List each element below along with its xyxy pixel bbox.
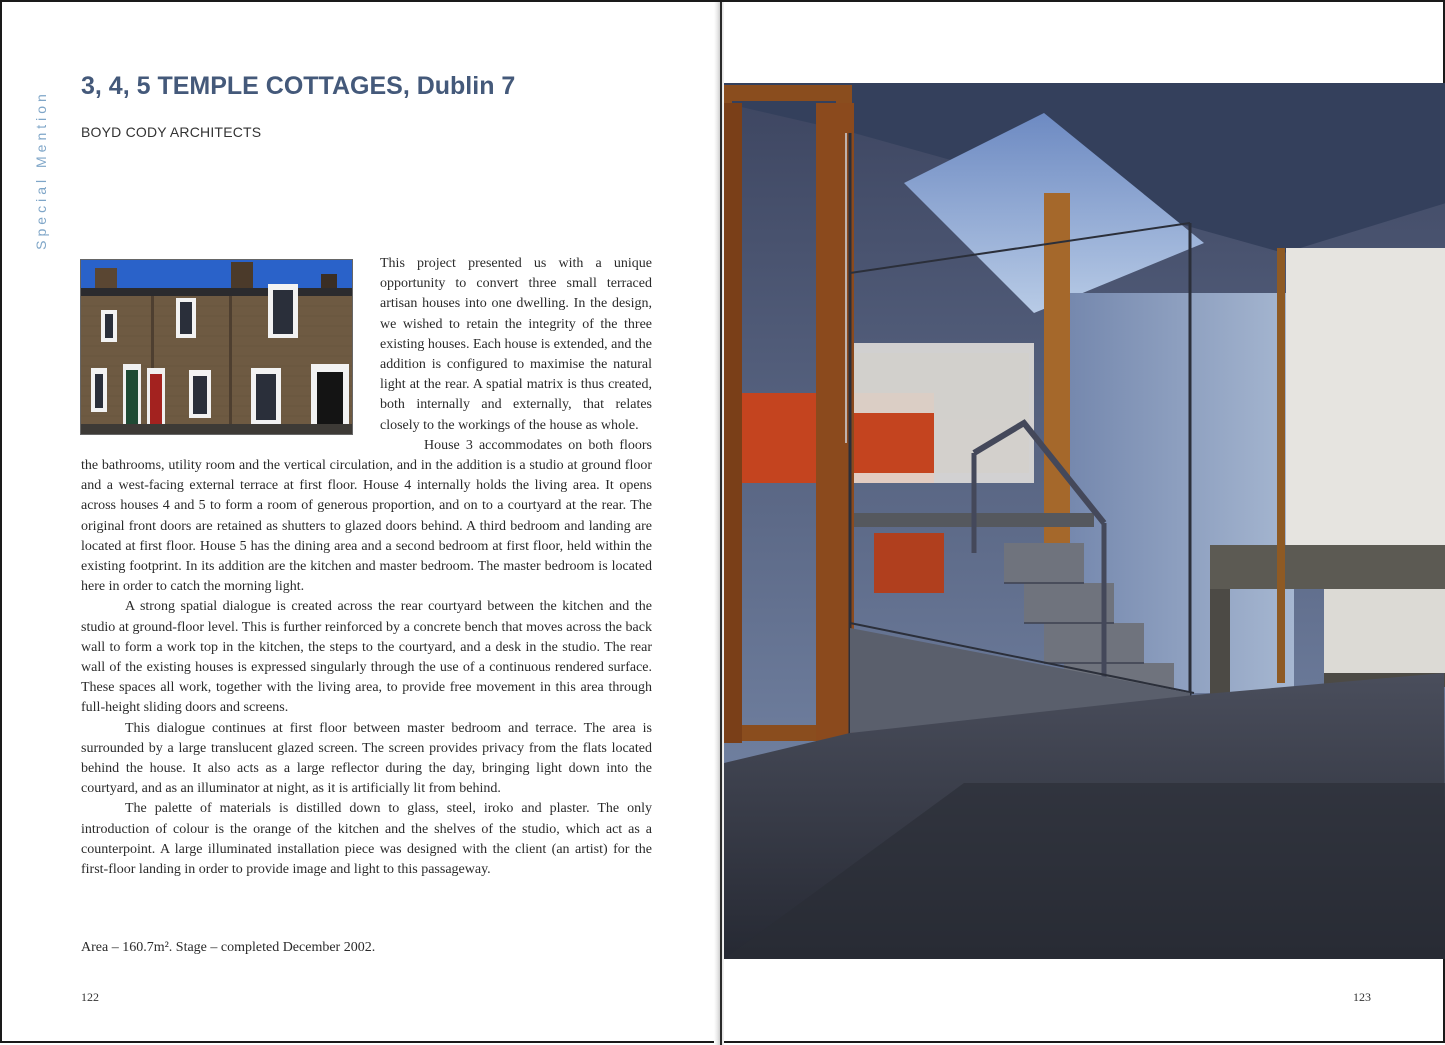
- paragraph-4: This dialogue continues at first floor between master bedroom and terrace. The area is surrounded by a large translucent glazed screen. The screen provides privacy from the flats located behind the house. It also acts as a large reflector during the day, bringing light down into the courtyard, and as an illuminator at night, as it is artificially lit from behind.: [81, 720, 652, 797]
- paragraph-3: A strong spatial dialogue is created across the rear courtyard between the kitchen and the studio at ground-floor level. This is further reinforced by a concrete bench that moves across the back wall to form a work top in the kitchen, the steps to the courtyard, and a desk in the studio. The rear wall of the existing houses is expressed singularly through the use of a continuous rendered surface. These spaces all work, together with the living area, to provide free movement in this area through full-height sliding doors and screens.: [81, 599, 652, 716]
- page-number-right: 123: [1353, 990, 1371, 1004]
- area-stage-line: Area – 160.7m². Stage – completed December 2002.: [81, 940, 376, 955]
- page-title: 3, 4, 5 TEMPLE COTTAGES, Dublin 7: [81, 72, 516, 100]
- book-gutter: [714, 2, 724, 1045]
- interior-photo: [724, 83, 1445, 959]
- side-label-text: Special Mention: [33, 90, 49, 250]
- interior-courtyard-illustration: [724, 83, 1445, 959]
- article-body: [81, 254, 652, 880]
- paragraph-2: House 3 accommodates on both floors the bathrooms, utility room and the vertical circulation, and in the addition is a studio at ground floor and a west-facing external terrace at first floor. House 4 internally holds the living area. It opens across houses 4 and 5 to form a room of generous proportion, and on to a courtyard at the rear. The original front doors are retained as shutters to glazed doors behind. A third bedroom and landing are located at first floor. House 5 has the dining area and a second bedroom at first floor, held within the existing footprint. In its addition are the kitchen and master bedroom. The master bedroom is located here in order to catch the morning light.: [81, 437, 652, 595]
- gutter-line: [720, 2, 722, 1045]
- architect-name: BOYD CODY ARCHITECTS: [81, 124, 262, 140]
- paragraph-5: The palette of materials is distilled down to glass, steel, iroko and plaster. The only introduction of colour is the orange of the kitchen and the shelves of the studio, which act as a counterpoint. A large illuminated installation piece was designed with the client (an artist) for the first-floor landing in order to provide image and light to this passageway.: [81, 801, 652, 878]
- side-label: [26, 80, 56, 260]
- paragraph-1: This project presented us with a unique opportunity to convert three small terraced artisan houses into one dwelling. In the design, we wished to retain the integrity of the three existing houses. Each house is extended, and the addition is configured to maximise the natural light at the rear. A spatial matrix is thus created, both internally and externally, that relates closely to the workings of the house as whole.: [380, 256, 652, 433]
- page-number-left: 122: [81, 990, 99, 1004]
